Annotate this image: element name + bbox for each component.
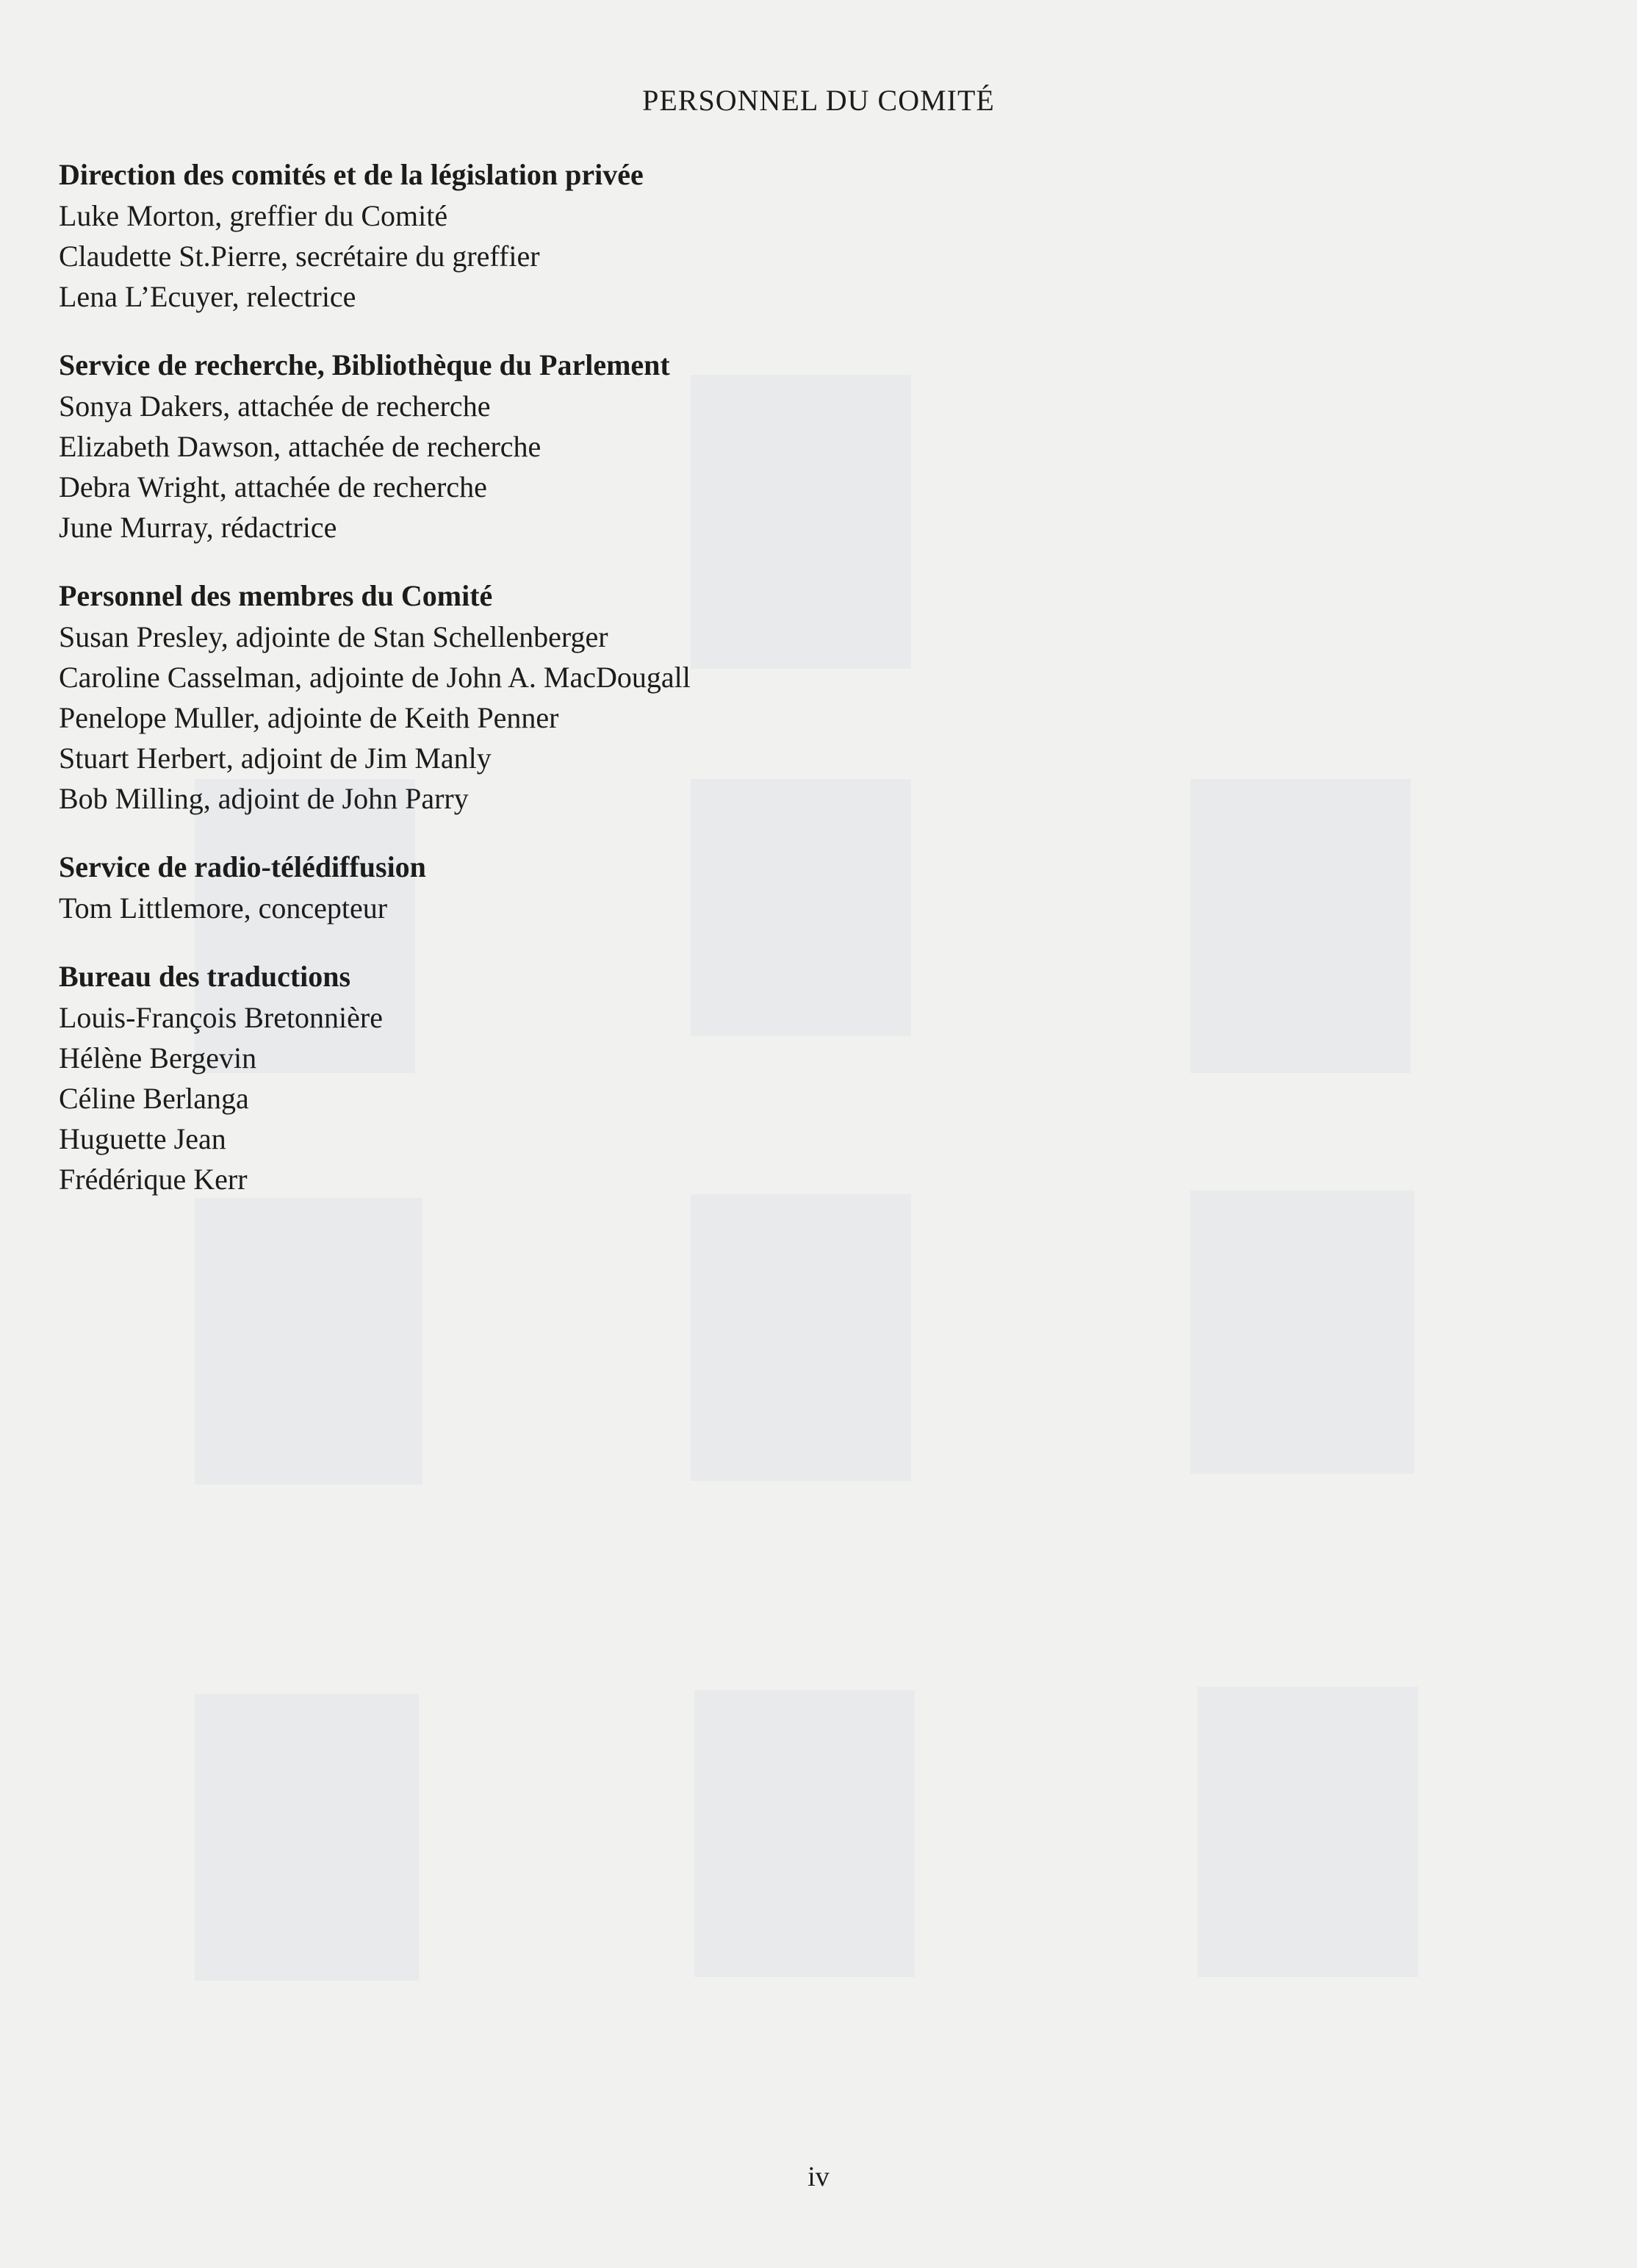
staff-member: Elizabeth Dawson, attachée de recherche [59,430,542,463]
staff-member: June Murray, rédactrice [59,511,337,544]
staff-member: Susan Presley, adjointe de Stan Schellenberger [59,620,608,653]
staff-member: Hélène Bergevin [59,1041,257,1074]
section-heading: Service de radio-télédiffusion [59,850,426,883]
staff-section [59,956,940,1199]
staff-member: Lena L’Ecuyer, relectrice [59,280,356,313]
staff-member: Luke Morton, greffier du Comité [59,199,448,232]
section-heading: Service de recherche, Bibliothèque du Parlement [59,348,670,381]
staff-member: Stuart Herbert, adjoint de Jim Manly [59,742,492,775]
staff-section [59,154,940,317]
staff-member: Sonya Dakers, attachée de recherche [59,390,491,423]
show-through-photo [195,1198,422,1485]
page-title: PERSONNEL DU COMITÉ [642,83,995,117]
staff-member: Huguette Jean [59,1122,226,1155]
staff-member: Claudette St.Pierre, secrétaire du greffier [59,240,540,273]
show-through-photo [1190,1191,1414,1474]
staff-member: Debra Wright, attachée de recherche [59,470,487,503]
show-through-photo [691,1194,911,1481]
staff-member: Tom Littlemore, concepteur [59,891,388,925]
staff-member: Caroline Casselman, adjointe de John A. MacDougall [59,661,691,694]
show-through-photo [1198,1687,1418,1977]
committee-staff-list [59,154,940,1227]
show-through-photo [1190,779,1411,1073]
staff-section [59,345,940,548]
staff-member: Bob Milling, adjoint de John Parry [59,782,469,815]
staff-member: Louis-François Bretonnière [59,1001,383,1034]
section-heading: Bureau des traductions [59,960,351,993]
page-number: iv [807,2161,830,2192]
staff-member: Penelope Muller, adjointe de Keith Penner [59,701,559,734]
section-heading: Direction des comités et de la législation privée [59,158,644,191]
staff-member: Céline Berlanga [59,1082,249,1115]
show-through-photo [694,1690,915,1977]
section-heading: Personnel des membres du Comité [59,579,493,612]
staff-section [59,575,940,819]
staff-section [59,847,940,928]
staff-member: Frédérique Kerr [59,1163,248,1196]
show-through-photo [195,1694,419,1981]
